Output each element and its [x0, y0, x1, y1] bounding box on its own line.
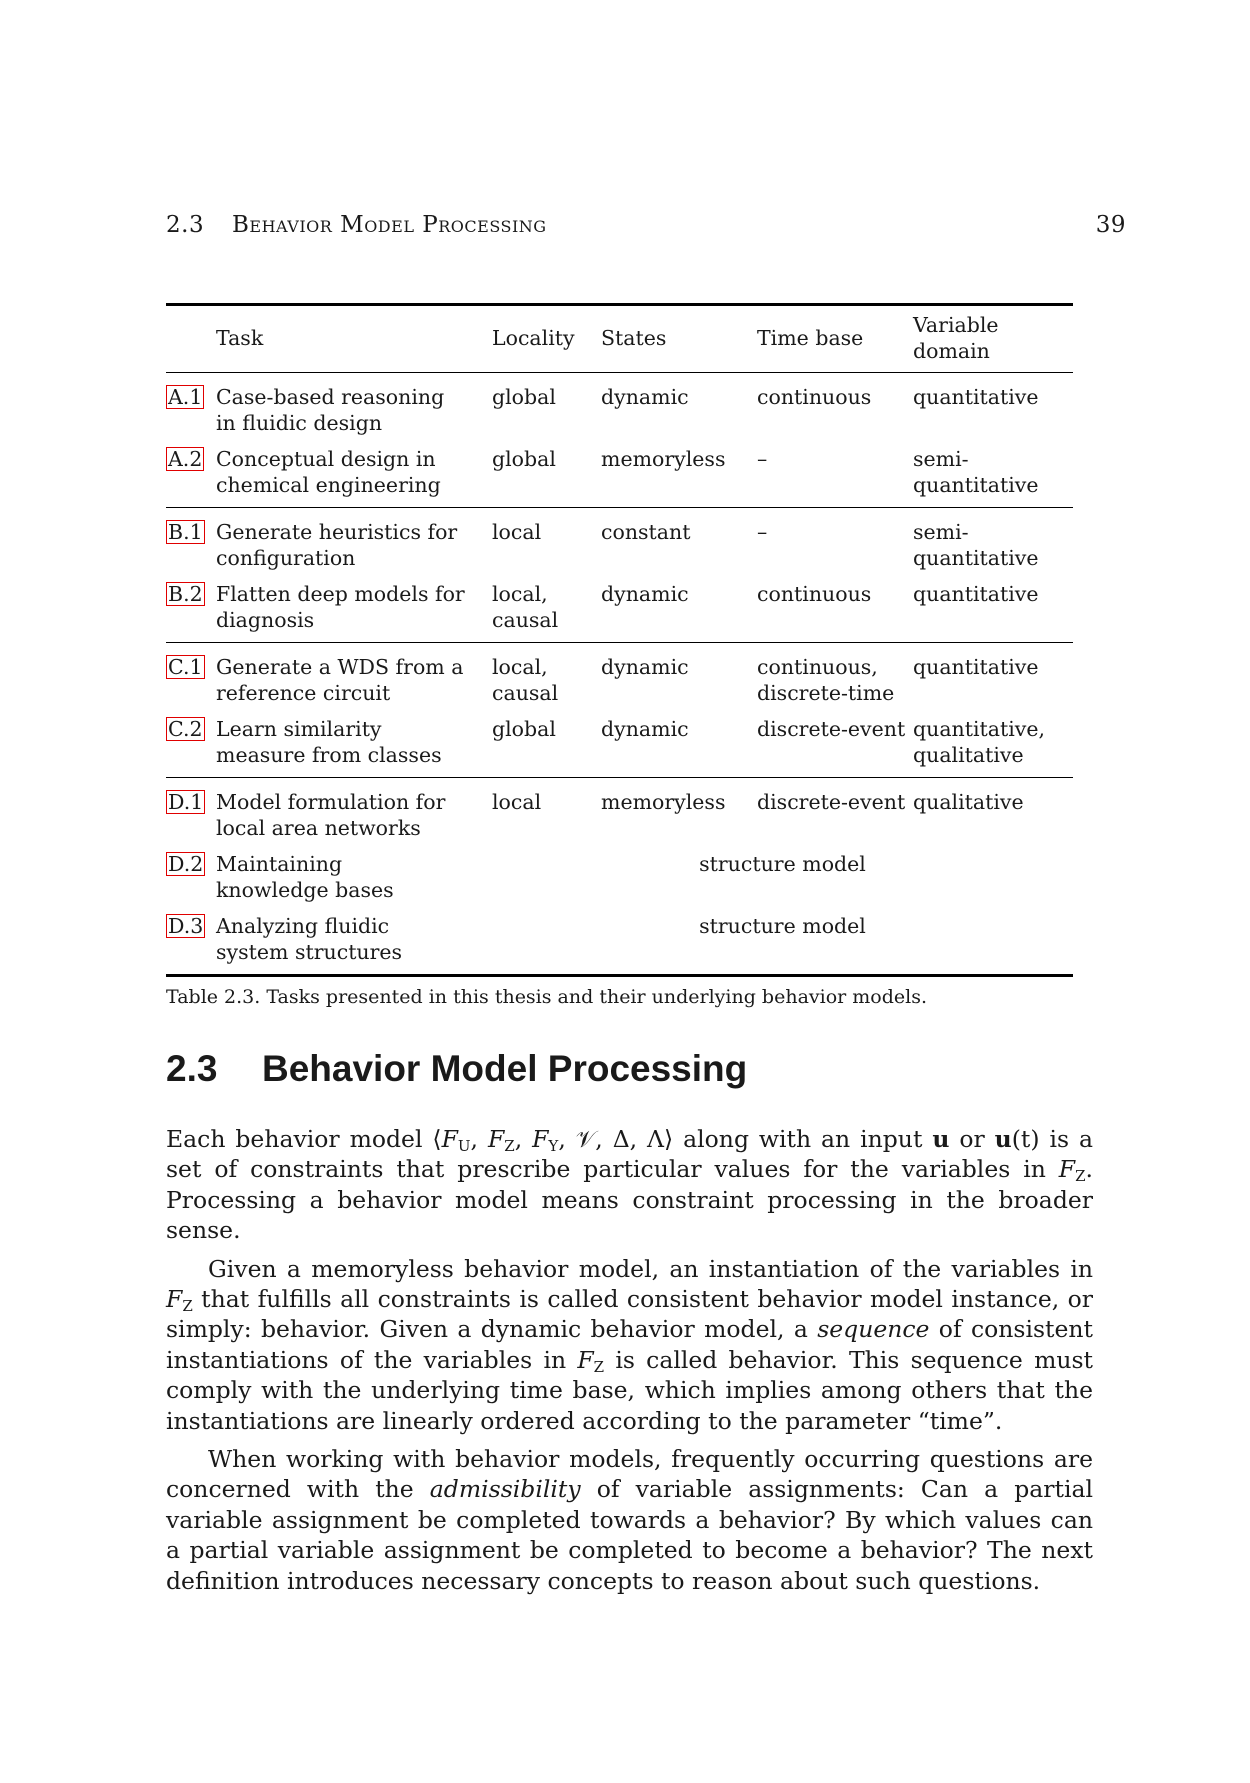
table-row	[166, 643, 1073, 717]
running-head	[166, 212, 1126, 238]
locality-cell: local, causal	[492, 582, 559, 632]
task-cell: Conceptual design in chemical engineering	[216, 447, 441, 497]
time-base-cell: discrete-event	[757, 790, 906, 814]
locality-cell: global	[492, 447, 556, 471]
time-base-cell: discrete-event	[757, 717, 906, 741]
task-link-d2[interactable]: D.2	[168, 852, 204, 876]
domain-cell: semi- quantitative	[913, 447, 1039, 497]
states-cell: dynamic	[601, 385, 689, 409]
table-row	[166, 778, 1073, 852]
running-head-title: Behavior Model Processing	[232, 212, 547, 238]
task-link-c2[interactable]: C.2	[168, 717, 203, 741]
task-link-a1[interactable]: A.1	[168, 385, 203, 409]
task-cell: Generate heuristics for configuration	[216, 520, 458, 570]
header-locality: Locality	[492, 326, 575, 350]
table-group-c	[166, 643, 1073, 778]
time-base-cell: continuous	[757, 582, 872, 606]
time-base-cell: –	[757, 520, 768, 544]
section-title: Behavior Model Processing	[262, 1048, 748, 1089]
table-header-row	[166, 305, 1073, 373]
table-row	[166, 446, 1073, 508]
task-cell: Analyzing fluidic system structures	[216, 914, 403, 964]
domain-cell: quantitative	[913, 582, 1039, 606]
tasks-table	[166, 303, 1073, 977]
header-task: Task	[216, 326, 264, 350]
task-cell: Case-based reasoning in fluidic design	[216, 385, 445, 435]
task-link-a2[interactable]: A.2	[168, 447, 203, 471]
locality-cell: local	[492, 520, 542, 544]
structure-model-cell: structure model	[699, 914, 866, 938]
header-id	[166, 305, 216, 373]
domain-cell: semi- quantitative	[913, 520, 1039, 570]
states-cell: dynamic	[601, 655, 689, 679]
states-cell: dynamic	[601, 582, 689, 606]
states-cell: constant	[601, 520, 691, 544]
table-row	[166, 581, 1073, 643]
body-text	[166, 1124, 1093, 1604]
domain-cell: qualitative	[913, 790, 1024, 814]
task-link-c1[interactable]: C.1	[168, 655, 203, 679]
table-row	[166, 373, 1073, 447]
structure-model-cell: structure model	[699, 852, 866, 876]
table-row	[166, 913, 1073, 976]
domain-cell: quantitative	[913, 385, 1039, 409]
time-base-cell: –	[757, 447, 768, 471]
header-states: States	[601, 326, 667, 350]
running-head-section-number: 2.3	[166, 212, 205, 238]
header-time-base: Time base	[757, 326, 864, 350]
task-link-b2[interactable]: B.2	[168, 582, 203, 606]
table-row	[166, 716, 1073, 778]
domain-cell: quantitative, qualitative	[913, 717, 1046, 767]
locality-cell: local, causal	[492, 655, 559, 705]
paragraph-3: When working with behavior models, frequently occurring questions are concerned with the admissibility of variable assignments: Can a partial variable assignment be completed towards a behavior? By which values can a partial variable assignment be completed to become a behavior? The next definition introduces necessary concepts to reason about such questions.	[166, 1445, 1093, 1595]
time-base-cell: continuous, discrete-time	[757, 655, 895, 705]
header-variable-domain: Variable domain	[913, 313, 999, 363]
task-cell: Model formulation for local area networks	[216, 790, 446, 840]
paragraph-1: Each behavior model $⟨F_U$, $F_Z$, $F_Y$, 𝒱, Δ, Λ⟩ along with an input u or u(t) is a set of constraints that prescribe particular values for the variables in $F_Z$. Processing a behavior model means constraint processing in the broader sense.	[166, 1125, 1093, 1245]
task-link-d3[interactable]: D.3	[168, 914, 204, 938]
task-link-d1[interactable]: D.1	[168, 790, 204, 814]
locality-cell: local	[492, 790, 542, 814]
paragraph-2: Given a memoryless behavior model, an instantiation of the variables in $F_Z$ that fulfills all constraints is called consistent behavior model instance, or simply: behavior. Given a dynamic behavior model, a sequence of consistent instantiations of the variables in $F_Z$ is called behavior. This sequence must comply with the underlying time base, which implies among others that the instantiations are linearly ordered according to the parameter “time”.	[166, 1254, 1093, 1435]
task-cell: Generate a WDS from a reference circuit	[216, 655, 464, 705]
section-number: 2.3	[166, 1048, 218, 1089]
states-cell: memoryless	[601, 447, 726, 471]
page-number: 39	[1095, 212, 1126, 238]
task-link-b1[interactable]: B.1	[168, 520, 203, 544]
domain-cell: quantitative	[913, 655, 1039, 679]
locality-cell: global	[492, 717, 556, 741]
locality-cell: global	[492, 385, 556, 409]
task-cell: Flatten deep models for diagnosis	[216, 582, 465, 632]
table-caption: Table 2.3. Tasks presented in this thesis and their underlying behavior models.	[166, 986, 927, 1008]
time-base-cell: continuous	[757, 385, 872, 409]
states-cell: memoryless	[601, 790, 726, 814]
section-heading	[166, 1048, 747, 1090]
table-group-d	[166, 778, 1073, 976]
table-group-b	[166, 508, 1073, 643]
table-row	[166, 508, 1073, 582]
task-cell: Learn similarity measure from classes	[216, 717, 442, 767]
table-row	[166, 851, 1073, 913]
table-group-a	[166, 373, 1073, 508]
states-cell: dynamic	[601, 717, 689, 741]
task-cell: Maintaining knowledge bases	[216, 852, 394, 902]
